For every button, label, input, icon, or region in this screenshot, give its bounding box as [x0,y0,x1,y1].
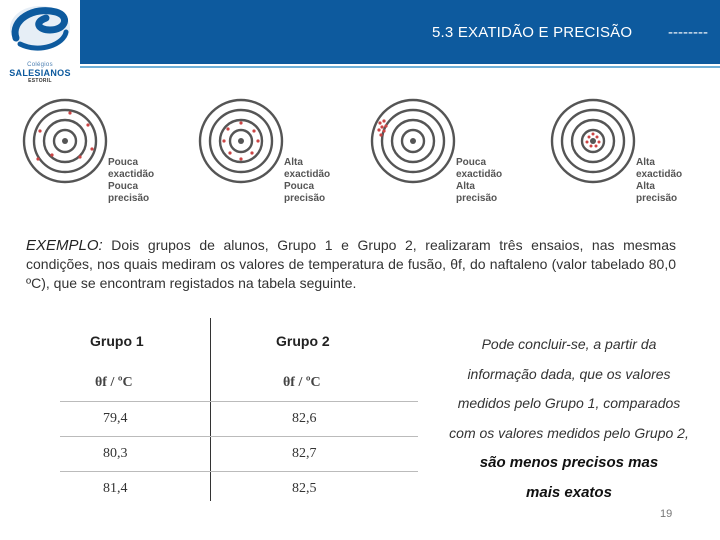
conclusion-line: com os valores medidos pelo Grupo 2, [449,424,689,441]
table-rule [60,471,418,472]
target-1-precision: Pouca precisão [108,181,150,204]
table-rule [60,401,418,402]
target-3-label [456,157,502,205]
table-column-divider [210,318,211,501]
conclusion-line: informação dada, que os valores [467,365,671,382]
target-3-precision: Alta precisão [456,181,498,204]
conclusion-highlight: são menos precisos mas [479,454,659,471]
table-cell: 81,4 [103,481,128,496]
page-number: 19 [660,508,673,520]
table-header-group-1: Grupo 1 [90,333,144,349]
target-4-label [636,157,682,205]
conclusion-highlight: mais exatos [526,483,612,501]
target-low-accuracy-low-precision [22,95,108,191]
table-rule [60,436,418,437]
table-cell: 82,7 [292,446,317,461]
target-high-accuracy-low-precision [198,95,284,191]
table-cell: 82,6 [292,411,317,426]
target-2-precision: Pouca precisão [284,181,326,204]
salesianos-logo [0,0,80,84]
table-cell: 80,3 [103,446,128,461]
table-unit-group-1: θf / ºC [95,375,133,390]
table-cell: 79,4 [103,411,128,426]
target-1-accuracy: Pouca exactidão [108,157,155,180]
logo-text [8,62,72,84]
conclusion-text [424,330,714,507]
target-3-accuracy: Pouca exactidão [456,157,503,180]
page-title: 5.3 EXATIDÃO E PRECISÃO [432,24,633,41]
logo-small-text: Colégios [27,62,53,68]
header-divider [80,66,720,68]
target-1-label [108,157,154,205]
table-cell: 82,5 [292,481,317,496]
logo-emblem-icon [0,0,80,62]
logo-sub: ESTORIL [28,78,52,84]
target-2-label [284,157,330,205]
example-lead: EXEMPLO: [26,237,103,254]
example-text: Dois grupos de alunos, Grupo 1 e Grupo 2, realizaram três ensaios, nas mesmas condições, nos quais mediram os valores de temperatura de fusão, θf, do naftaleno (valor tabelado 80,0 ºC), que se encontram registados na tabela seguinte. [26,237,676,291]
table-unit-group-2: θf / ºC [283,375,321,390]
example-paragraph [26,236,676,293]
target-low-accuracy-high-precision [370,95,456,191]
target-4-precision: Alta precisão [636,181,678,204]
conclusion-line: Pode concluir-se, a partir da [481,336,657,352]
target-4-accuracy: Alta exactidão [636,157,683,180]
target-2-accuracy: Alta exactidão [284,157,331,180]
target-high-accuracy-high-precision [550,95,636,191]
header-dashes: -------- [668,24,708,41]
table-header-group-2: Grupo 2 [276,333,330,349]
logo-name: SALESIANOS [9,68,71,78]
conclusion-line: medidos pelo Grupo 1, comparados [457,395,681,411]
